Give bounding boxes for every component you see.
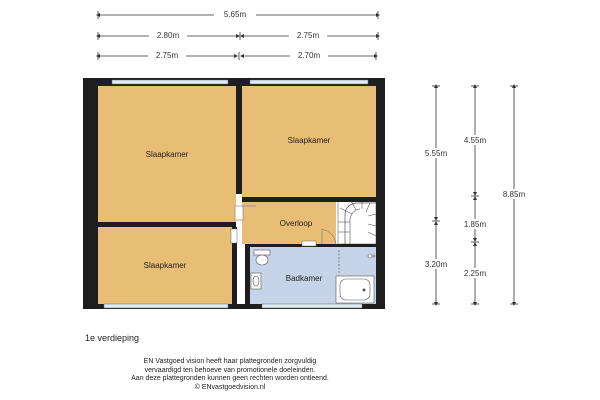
window-bottom-right bbox=[262, 304, 362, 308]
window-bottom-left bbox=[104, 304, 228, 308]
window-top-right bbox=[250, 80, 368, 84]
sink-icon bbox=[251, 273, 261, 289]
dim-label-right-b-bottom: 2.25m bbox=[463, 269, 487, 278]
room-label-bedroom-top-right: Slaapkamer bbox=[287, 136, 331, 145]
dim-label-right-b-top: 4.55m bbox=[463, 136, 487, 145]
dim-label-right-a-top: 5.55m bbox=[424, 149, 448, 158]
floor-label: 1e verdieping bbox=[85, 333, 140, 343]
dim-label-inner-right: 2.70m bbox=[297, 51, 321, 60]
staircase bbox=[338, 198, 376, 244]
room-label-bedroom-bottom-left: Slaapkamer bbox=[143, 261, 187, 270]
dim-label-top-left: 2.80m bbox=[156, 31, 180, 40]
bathtub-icon bbox=[336, 276, 374, 303]
dim-label-top-right: 2.75m bbox=[296, 31, 320, 40]
disclaimer-line: Aan deze plattegronden kunnen geen rechten worden ontleend. bbox=[131, 375, 329, 382]
room-label-bedroom-top-left: Slaapkamer bbox=[145, 150, 189, 159]
disclaimer bbox=[80, 358, 380, 392]
disclaimer-line: EN Vastgoed vision heeft haar plattegronden zorgvuldig bbox=[143, 358, 317, 365]
disclaimer-copyright: © ENvastgoedvision.nl bbox=[194, 383, 266, 391]
dim-label-right-c-total: 8.85m bbox=[502, 190, 526, 199]
disclaimer-line: vervaardigd ten behoeve van promotionele doeleinden. bbox=[144, 366, 316, 374]
dim-label-right-b-mid: 1.85m bbox=[463, 220, 487, 229]
dim-label-right-a-bottom: 3.20m bbox=[424, 260, 448, 269]
dim-label-top-total: 5.65m bbox=[223, 10, 247, 19]
room-label-landing: Overloop bbox=[279, 219, 313, 228]
room-label-bathroom: Badkamer bbox=[285, 274, 323, 283]
window-top-left bbox=[112, 80, 228, 84]
dim-label-inner-left: 2.75m bbox=[155, 51, 179, 60]
